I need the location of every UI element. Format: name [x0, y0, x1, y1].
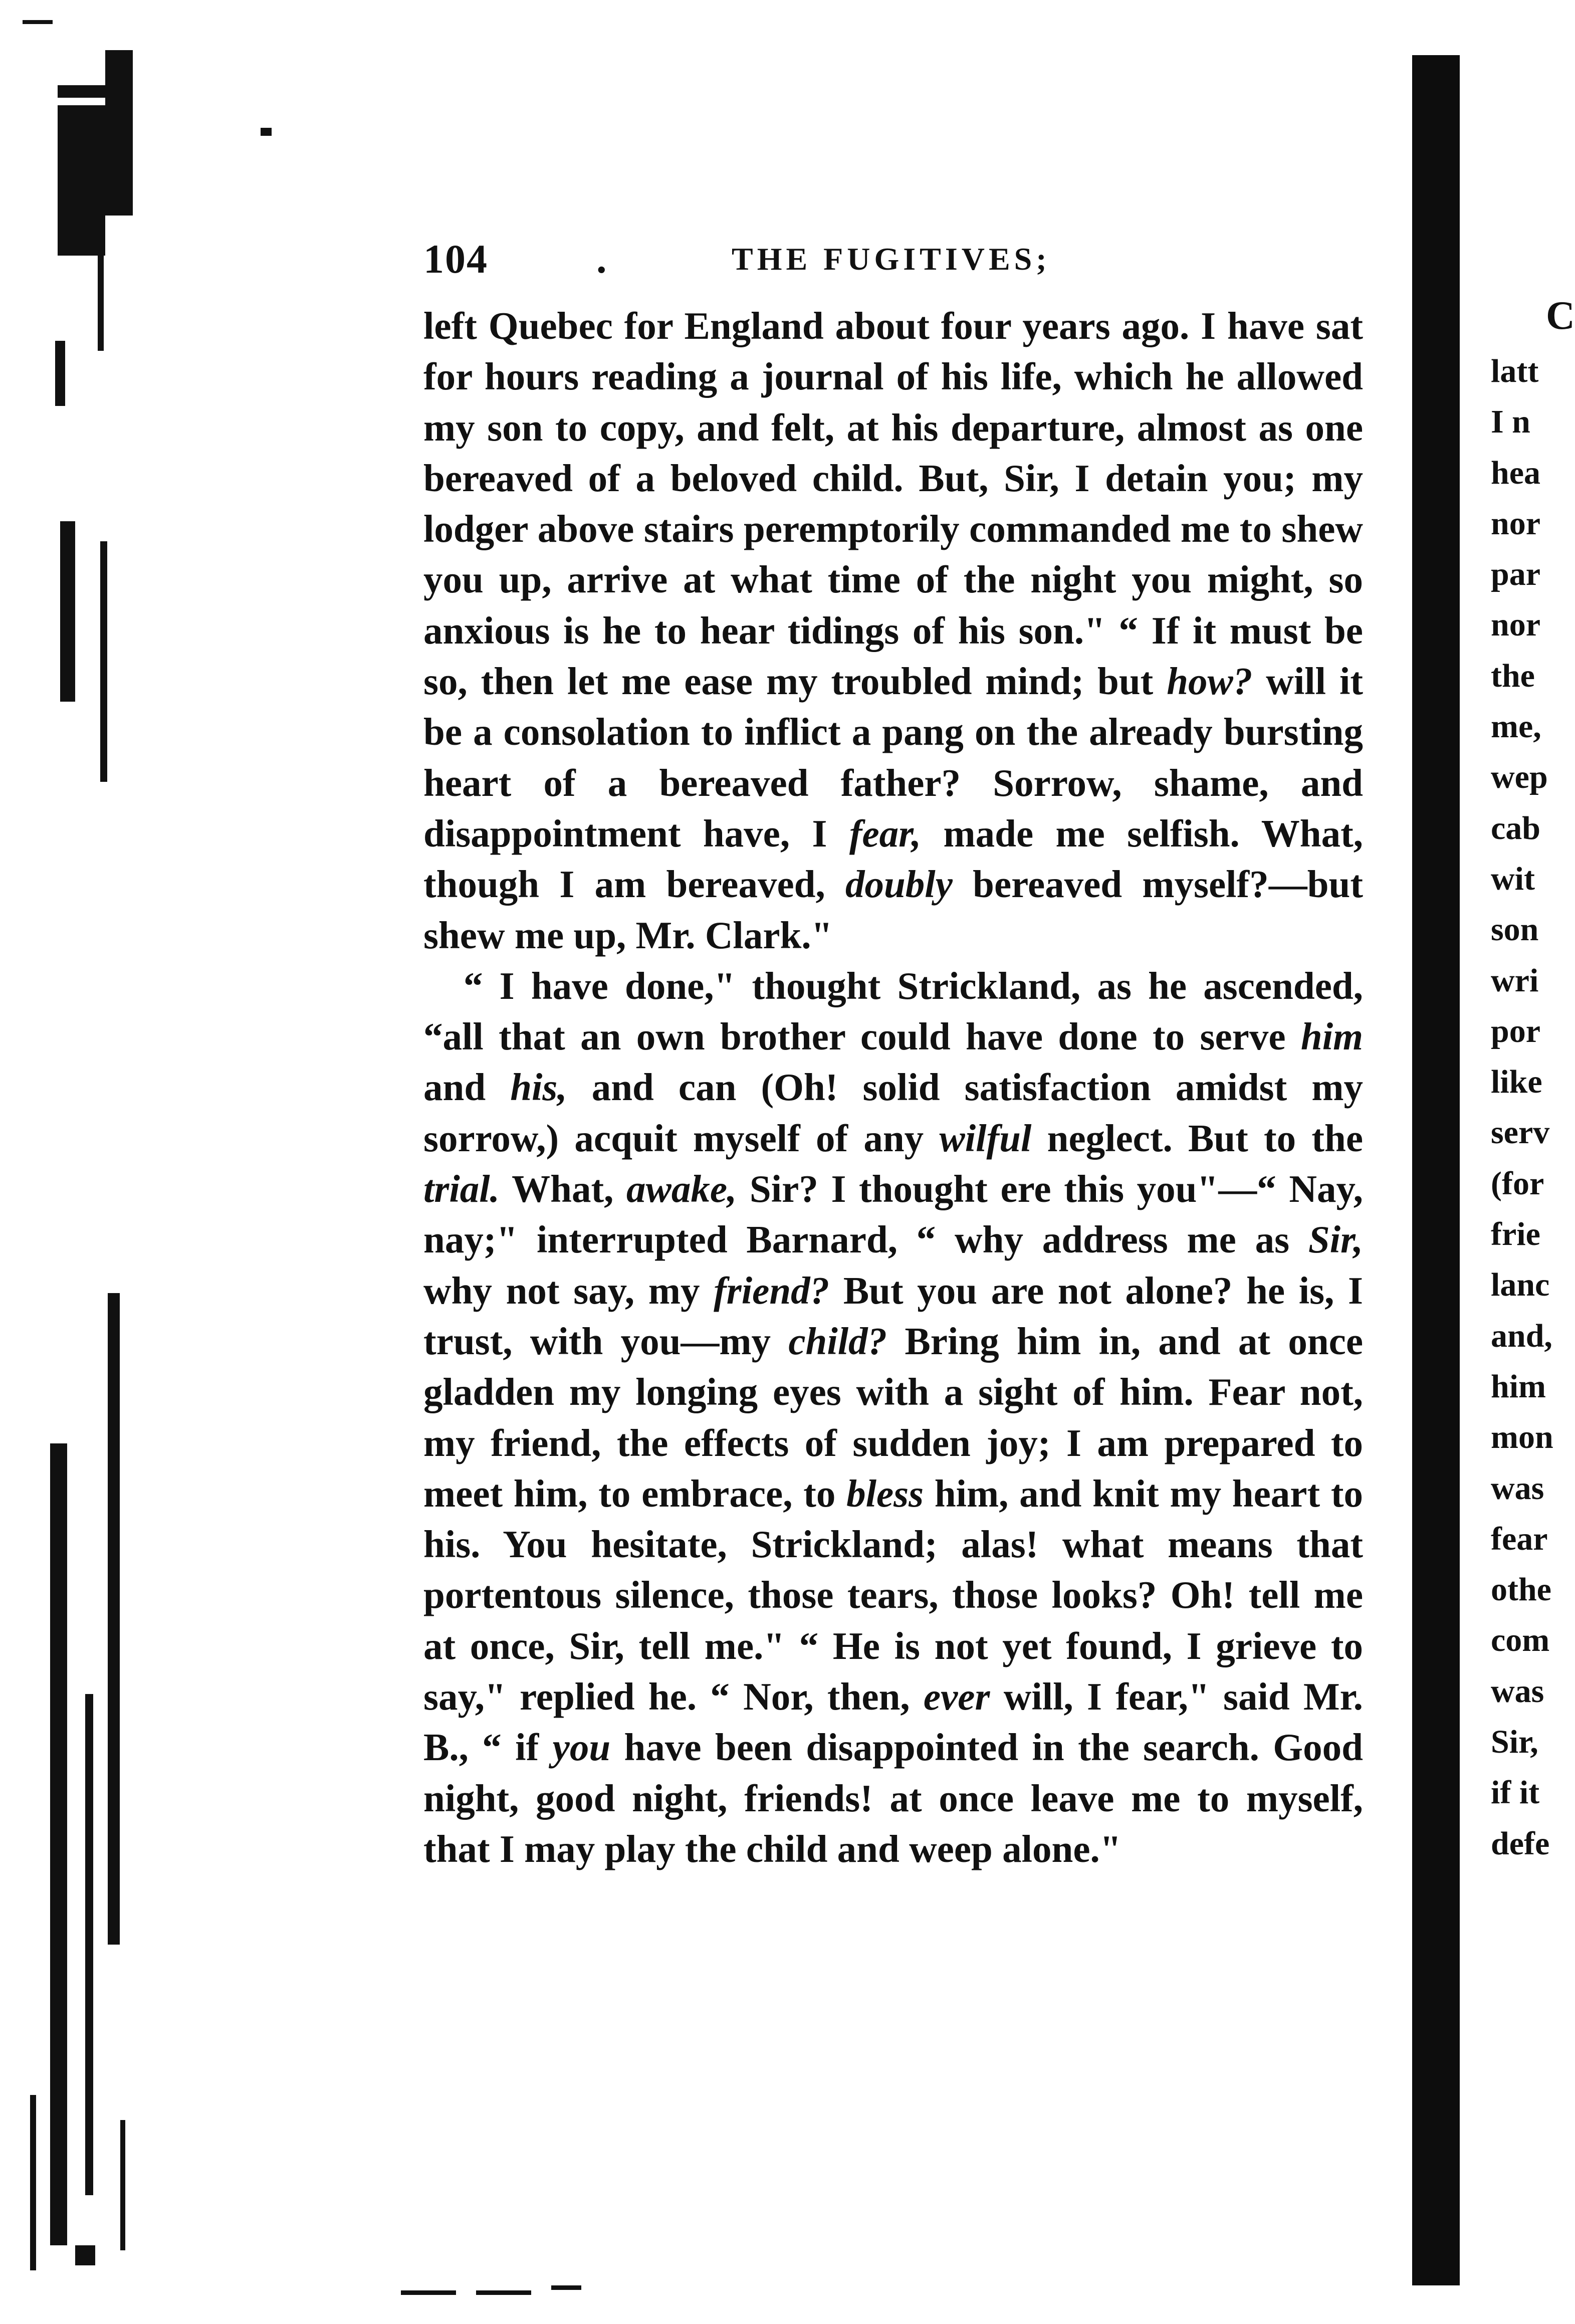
facing-page-line: wit: [1491, 860, 1535, 897]
facing-page-line: Sir,: [1491, 1724, 1538, 1761]
italic-run: ever: [923, 1675, 990, 1719]
facing-page-line: son: [1491, 911, 1539, 948]
italic-run: friend?: [714, 1269, 830, 1312]
text-run: left Quebec for England about four years ago. I have sat for hours reading a journal of his life, which he allowed my son to copy, and felt, at his departure, almost as one bereaved of a beloved child. But, Sir, I detain you; my lodger above stairs peremptorily commanded me to shew you up, arrive at what time of the night you might, so anxious is he to hear tidings of his son." “ If it must be so, then let me ease my troubled mind; but: [423, 304, 1363, 703]
text-run: bereaved myself?—but shew me up, Mr. Clark.": [423, 863, 1363, 957]
italic-run: trial.: [423, 1167, 500, 1211]
facing-page-line: wri: [1491, 962, 1539, 999]
facing-page-line: was: [1491, 1469, 1544, 1507]
facing-page-line: par: [1491, 556, 1540, 593]
facing-page-line: I n: [1491, 403, 1530, 441]
facing-page-line: if it: [1491, 1774, 1540, 1811]
italic-run: fear,: [849, 811, 922, 855]
running-title: THE FUGITIVES;: [732, 241, 1051, 277]
text-run: and: [423, 1066, 511, 1109]
facing-page-line: was: [1491, 1672, 1544, 1710]
italic-run: child?: [788, 1319, 887, 1363]
italic-run: him: [1300, 1015, 1363, 1059]
italic-run: doubly: [845, 863, 953, 906]
facing-page-line: him: [1491, 1368, 1546, 1405]
text-run: Sir? I thought ere this you"—“ Nay, nay;" interrupted Barnard, “ why address me as: [423, 1167, 1363, 1261]
text-run: why not say, my: [423, 1269, 714, 1312]
facing-page-line: defe: [1491, 1825, 1550, 1862]
italic-run: bless: [846, 1471, 924, 1515]
body-text: [423, 301, 1363, 1874]
right-binding-shadow: [1412, 55, 1460, 2285]
facing-page-line: fear: [1491, 1520, 1548, 1557]
facing-page-line: like: [1491, 1064, 1542, 1101]
text-run: But you are not alone? he is, I trust, with you—my: [423, 1269, 1363, 1363]
page-header: [423, 236, 1361, 291]
header-dot: .: [596, 236, 607, 282]
italic-run: awake,: [626, 1167, 737, 1211]
page-number: 104: [423, 236, 488, 282]
facing-page-line: and,: [1491, 1317, 1552, 1354]
facing-page-line: com: [1491, 1622, 1550, 1659]
paragraph: [423, 301, 1363, 961]
facing-page-line: othe: [1491, 1571, 1551, 1608]
facing-page-line: me,: [1491, 708, 1541, 745]
scan-speck: [261, 128, 272, 136]
italic-run: Sir,: [1308, 1218, 1363, 1261]
facing-page-line: mon: [1491, 1419, 1553, 1456]
text-run: him, and knit my heart to his. You hesitate, Strickland; alas! what means that portentous silence, those tears, those looks? Oh! tell me at once, Sir, tell me." “ He is not yet found, I grieve to say," replied he. “ Nor, then,: [423, 1471, 1363, 1719]
facing-page-line: (for: [1491, 1165, 1544, 1202]
text-run: have been disappointed in the search. Good night, good night, friends! at once leave me to myself, that I may play the child and weep alone.": [423, 1726, 1363, 1870]
text-run: and can (Oh! solid satisfaction amidst my sorrow,) acquit myself of any: [423, 1066, 1363, 1160]
facing-page-line: serv: [1491, 1114, 1550, 1151]
left-scan-gutter: [0, 40, 135, 2270]
facing-page-drop-cap: C: [1546, 294, 1575, 338]
facing-page-line: lanc: [1491, 1266, 1550, 1304]
text-run: made me selfish. What, though I am bereaved,: [423, 811, 1363, 906]
text-run: Bring him in, and at once gladden my longing eyes with a sight of him. Fear not, my friend, the effects of sudden joy; I am prepared to meet him, to embrace, to: [423, 1319, 1363, 1515]
scan-dash: [23, 20, 53, 24]
italic-run: how?: [1167, 660, 1253, 703]
facing-page-line: latt: [1491, 353, 1539, 389]
text-run: will it be a consolation to inflict a pang on the already bursting heart of a bereaved father? Sorrow, shame, and disappointment have, I: [423, 660, 1363, 855]
facing-page-line: por: [1491, 1012, 1540, 1049]
italic-run: his,: [510, 1066, 567, 1109]
paragraph: [423, 961, 1363, 1874]
text-run: What,: [499, 1167, 626, 1211]
text-run: “ I have done," thought Strickland, as he ascended, “all that an own brother could have done to serve: [423, 964, 1363, 1059]
facing-page-line: hea: [1491, 454, 1540, 491]
facing-page-line: nor: [1491, 505, 1540, 542]
italic-run: you: [552, 1726, 611, 1769]
text-run: neglect. But to the: [1031, 1116, 1363, 1160]
facing-page-line: nor: [1491, 606, 1540, 644]
text-run: will, I fear," said Mr. B., “ if: [423, 1675, 1363, 1769]
italic-run: wilful: [939, 1116, 1032, 1160]
facing-page-line: cab: [1491, 809, 1540, 847]
facing-page-fragment: [1491, 286, 1575, 1869]
facing-page-line: wep: [1491, 759, 1548, 796]
facing-page-line: the: [1491, 657, 1535, 694]
facing-page-line: frie: [1491, 1216, 1540, 1253]
